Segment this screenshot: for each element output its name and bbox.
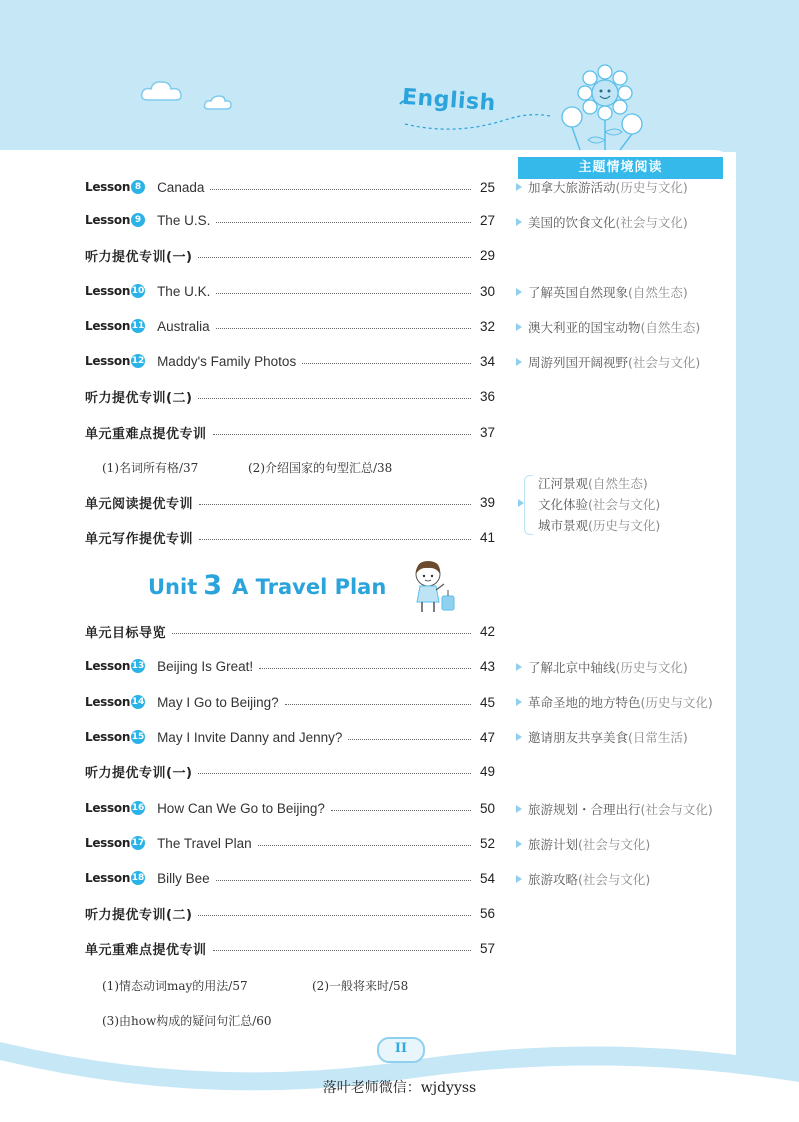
lesson-title: The U.K.	[157, 283, 211, 299]
page-number: 36	[479, 388, 495, 404]
page-number: 39	[479, 494, 495, 510]
lesson-label: Lesson	[85, 801, 131, 815]
lesson-label: Lesson	[85, 659, 131, 673]
theme-item	[516, 728, 688, 746]
triangle-marker-icon	[516, 733, 522, 741]
dot-leader	[259, 668, 471, 669]
side-band	[736, 150, 799, 1070]
toc-lesson-row[interactable]	[85, 692, 495, 712]
toc-lesson-row[interactable]	[85, 868, 495, 888]
lesson-title: The U.S.	[157, 212, 211, 228]
lesson-title: The Travel Plan	[157, 835, 252, 851]
toc-section-row[interactable]	[85, 527, 495, 547]
toc-lesson-row[interactable]	[85, 727, 495, 747]
toc-lesson-row[interactable]	[85, 316, 495, 336]
dot-leader	[216, 293, 471, 294]
theme-category: (历史与文化)	[615, 180, 688, 195]
theme-text: 周游列国开阔视野	[528, 355, 629, 370]
section-title: 听力提优专训(一)	[85, 249, 193, 265]
toc-section-row[interactable]	[85, 938, 495, 958]
section-title: 听力提优专训(二)	[85, 907, 193, 923]
toc-lesson-row[interactable]	[85, 656, 495, 676]
triangle-marker-icon	[516, 805, 522, 813]
lesson-title: May I Invite Danny and Jenny?	[157, 729, 343, 745]
section-title: 单元阅读提优专训	[85, 496, 194, 512]
subtopic-item: (3)由how构成的疑问句汇总/60	[102, 1014, 272, 1028]
dot-leader	[198, 773, 471, 774]
page-number: 37	[479, 424, 495, 440]
english-logo: English	[401, 84, 497, 117]
toc-section-row[interactable]	[85, 422, 495, 442]
dot-leader	[172, 633, 471, 634]
subtopic-item: (2)介绍国家的句型汇总/38	[248, 461, 393, 475]
unit-word: Unit	[148, 575, 198, 599]
theme-category: (日常生活)	[628, 730, 688, 745]
lesson-number-badge: 12	[131, 356, 145, 366]
lesson-label: Lesson	[85, 284, 131, 298]
theme-column-header: 主题情境阅读	[518, 157, 723, 179]
unit-number: 3	[203, 570, 223, 601]
theme-category: (历史与文化)	[615, 660, 688, 675]
theme-item	[516, 353, 700, 371]
dot-leader	[198, 915, 471, 916]
triangle-marker-icon	[516, 323, 522, 331]
theme-text: 澳大利亚的国宝动物	[528, 320, 641, 335]
lesson-label: Lesson	[85, 213, 131, 227]
dot-leader	[258, 845, 471, 846]
page-number: 27	[479, 212, 495, 228]
dot-leader	[216, 222, 471, 223]
theme-text: 邀请朋友共享美食	[528, 730, 629, 745]
triangle-marker-icon	[516, 218, 522, 226]
unit-heading	[148, 570, 386, 601]
toc-section-row[interactable]	[85, 245, 495, 265]
footer-note: 落叶老师微信：wjdyyss	[322, 1080, 477, 1096]
lesson-title: Maddy's Family Photos	[157, 353, 297, 369]
theme-item	[516, 693, 713, 711]
dot-leader	[348, 739, 471, 740]
lesson-label: Lesson	[85, 695, 131, 709]
page-number-badge: II	[377, 1037, 425, 1063]
theme-item	[516, 213, 688, 231]
theme-text: 了解英国自然现象	[528, 285, 629, 300]
theme-item	[516, 835, 650, 853]
toc-lesson-row[interactable]	[85, 351, 495, 371]
triangle-marker-icon	[516, 875, 522, 883]
page-number: 29	[479, 247, 495, 263]
lesson-label: Lesson	[85, 730, 131, 744]
toc-section-row[interactable]	[85, 386, 495, 406]
lesson-number-badge: 10	[131, 286, 145, 296]
triangle-marker-icon	[516, 358, 522, 366]
subtopic-item: (2)一般将来时/58	[312, 979, 409, 993]
theme-text: 旅游规划・合理出行	[528, 802, 641, 817]
subtopic-item: (1)情态动词may的用法/57	[102, 979, 248, 993]
page-number: 42	[479, 623, 495, 639]
dot-leader	[213, 434, 471, 435]
page-number: 47	[479, 729, 495, 745]
theme-text: 美国的饮食文化	[528, 215, 616, 230]
unit-title: A Travel Plan	[232, 575, 387, 599]
bottom-wave-decoration	[0, 1020, 799, 1122]
triangle-marker-icon	[516, 288, 522, 296]
theme-category: (社会与文化)	[578, 837, 651, 852]
dot-leader	[216, 328, 471, 329]
theme-category: (社会与文化)	[640, 802, 713, 817]
triangle-marker-icon	[516, 840, 522, 848]
theme-category: (社会与文化)	[615, 215, 688, 230]
toc-lesson-row[interactable]	[85, 281, 495, 301]
page-number: 30	[479, 283, 495, 299]
girl-with-suitcase-illustration	[410, 558, 458, 616]
toc-lesson-row[interactable]	[85, 833, 495, 853]
page-number: 25	[479, 179, 495, 195]
theme-item	[516, 658, 688, 676]
page-number: 32	[479, 318, 495, 334]
lesson-label: Lesson	[85, 871, 131, 885]
toc-lesson-row[interactable]	[85, 177, 495, 197]
lesson-number-badge: 11	[131, 321, 145, 331]
page-number: 34	[479, 353, 495, 369]
lesson-label: Lesson	[85, 354, 131, 368]
cloud-icon	[203, 94, 233, 112]
page-number: 54	[479, 870, 495, 886]
page-number: 57	[479, 940, 495, 956]
page-number: 50	[479, 800, 495, 816]
theme-text: 加拿大旅游活动	[528, 180, 616, 195]
theme-item	[516, 178, 688, 196]
theme-category: (历史与文化)	[640, 695, 713, 710]
reading-theme-item: 城市景观(历史与文化)	[538, 518, 661, 533]
page-number: 49	[479, 763, 495, 779]
toc-section-row[interactable]	[85, 903, 495, 923]
triangle-marker-icon	[516, 183, 522, 191]
theme-category: (社会与文化)	[628, 355, 701, 370]
reading-theme-item: 江河景观(自然生态)	[538, 476, 648, 491]
section-title: 单元重难点提优专训	[85, 942, 207, 958]
dot-leader	[331, 810, 471, 811]
page-number: 56	[479, 905, 495, 921]
theme-text: 了解北京中轴线	[528, 660, 616, 675]
lesson-title: Billy Bee	[157, 870, 210, 886]
toc-section-row[interactable]	[85, 761, 495, 781]
page-number: 52	[479, 835, 495, 851]
dot-leader	[198, 257, 471, 258]
lesson-number-badge: 9	[131, 213, 145, 227]
theme-item	[516, 318, 700, 336]
lesson-label: Lesson	[85, 319, 131, 333]
page-number: 45	[479, 694, 495, 710]
lesson-title: Beijing Is Great!	[157, 658, 254, 674]
section-title: 单元重难点提优专训	[85, 426, 207, 442]
dot-leader	[213, 950, 471, 951]
lesson-number-badge: 14	[131, 697, 145, 707]
lesson-title: Australia	[157, 318, 210, 334]
theme-text: 旅游攻略	[528, 872, 579, 887]
reading-theme-item: 文化体验(社会与文化)	[538, 497, 661, 512]
theme-category: (社会与文化)	[578, 872, 651, 887]
dot-leader	[285, 704, 471, 705]
lesson-label: Lesson	[85, 836, 131, 850]
lesson-label: Lesson	[85, 180, 131, 194]
toc-section-row[interactable]	[85, 492, 495, 512]
cloud-icon	[140, 78, 184, 104]
section-title: 单元写作提优专训	[85, 531, 194, 547]
theme-item	[516, 283, 688, 301]
theme-category: (自然生态)	[640, 320, 701, 335]
lesson-number-badge: 18	[131, 873, 145, 883]
theme-text: 旅游计划	[528, 837, 579, 852]
section-title: 单元目标导览	[85, 625, 167, 641]
dot-leader	[198, 398, 471, 399]
toc-lesson-row[interactable]	[85, 210, 495, 230]
triangle-marker-icon	[516, 698, 522, 706]
lesson-number-badge: 16	[131, 803, 145, 813]
lesson-number-badge: 13	[131, 661, 145, 671]
dot-leader	[210, 189, 471, 190]
bracket-decoration	[524, 475, 533, 535]
theme-text: 革命圣地的地方特色	[528, 695, 641, 710]
sunflower-icon	[550, 62, 650, 152]
lesson-number-badge: 17	[131, 838, 145, 848]
page-number: 41	[479, 529, 495, 545]
triangle-marker-icon	[516, 663, 522, 671]
dot-leader	[199, 504, 471, 505]
dot-leader	[216, 880, 471, 881]
triangle-marker-icon	[518, 499, 524, 507]
lesson-title: May I Go to Beijing?	[157, 694, 279, 710]
lesson-number-badge: 8	[131, 180, 145, 194]
dot-leader	[199, 539, 471, 540]
toc-section-row[interactable]	[85, 621, 495, 641]
section-title: 听力提优专训(一)	[85, 765, 193, 781]
toc-lesson-row[interactable]	[85, 798, 495, 818]
theme-category: (自然生态)	[628, 285, 688, 300]
subtopic-item: (1)名词所有格/37	[102, 461, 199, 475]
theme-item	[516, 870, 650, 888]
lesson-number-badge: 15	[131, 732, 145, 742]
theme-item	[516, 800, 713, 818]
dot-leader	[302, 363, 471, 364]
lesson-title: Canada	[157, 179, 205, 195]
section-title: 听力提优专训(二)	[85, 390, 193, 406]
lesson-title: How Can We Go to Beijing?	[157, 800, 325, 816]
page-number: 43	[479, 658, 495, 674]
